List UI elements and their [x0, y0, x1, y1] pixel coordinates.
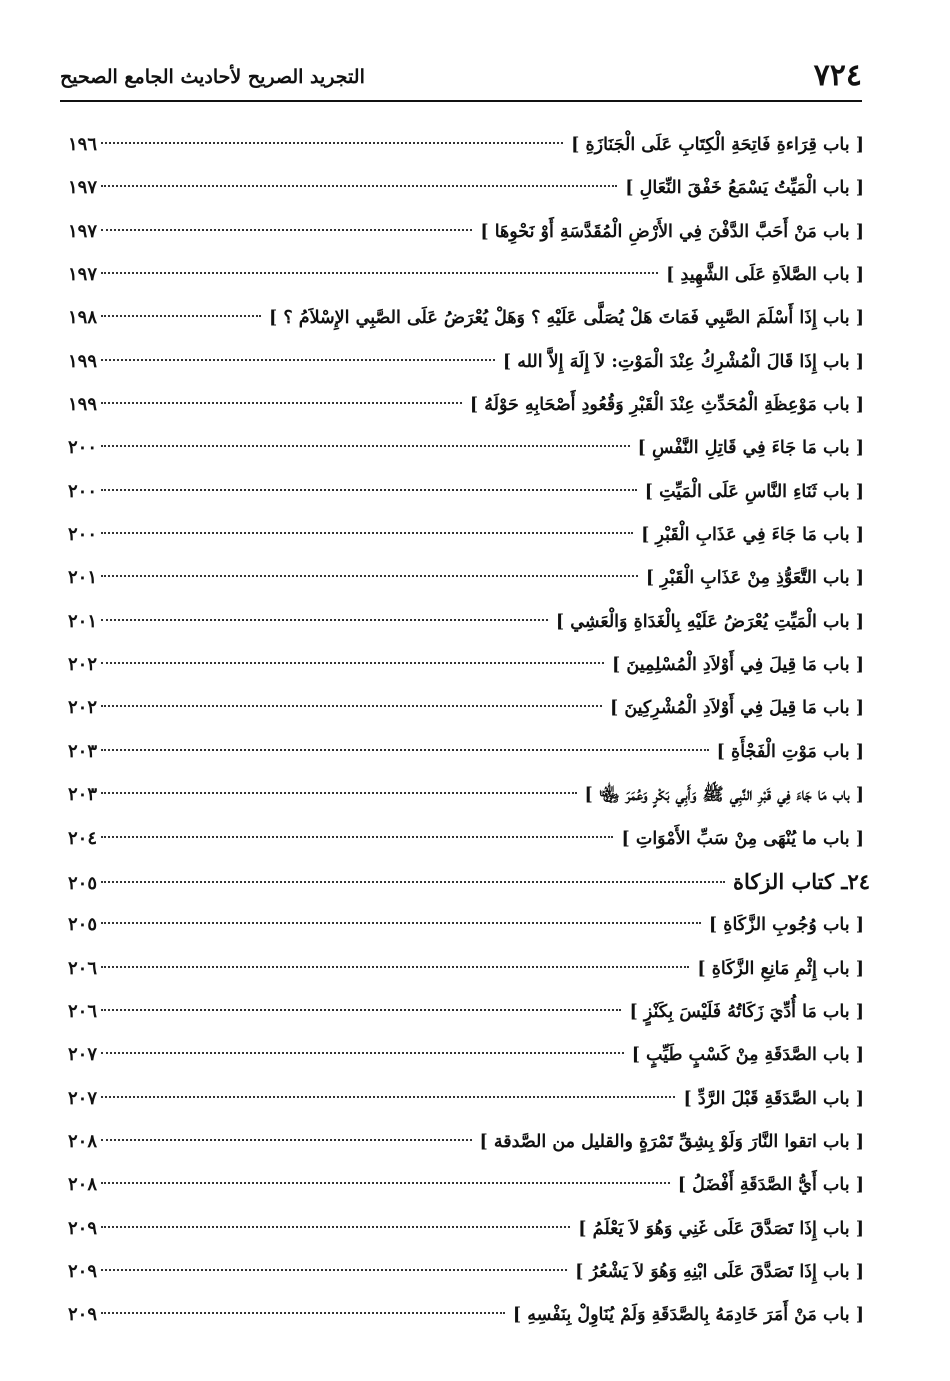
toc-entry	[68, 123, 864, 166]
page-header	[60, 56, 862, 96]
dot-leader	[101, 1096, 675, 1098]
entry-title: [ باب اتقوا النَّارَ وَلَوْ بِشِقِّ تَمْرَةٍ والقليل من الصَّدقة ]	[479, 1131, 864, 1152]
entry-page-number: ٢٠٦	[68, 957, 98, 979]
entry-title: [ باب التَّعَوُّذِ مِنْ عَذَابِ الْقَبْرِ ]	[645, 568, 864, 589]
toc-entry	[68, 1120, 864, 1163]
entry-page-number: ١٩٩	[68, 350, 98, 372]
dot-leader	[101, 272, 658, 274]
entry-page-number: ٢٠٣	[68, 740, 98, 762]
dot-leader	[101, 922, 701, 924]
entry-title: [ باب مَا جَاءَ فِي قَاتِلِ النَّفْسِ ]	[637, 438, 864, 459]
dot-leader	[101, 619, 548, 621]
running-title: التجريد الصريح لأحاديث الجامع الصحيح	[60, 66, 365, 88]
entry-title: [ باب إِذَا تَصَدَّقَ عَلَى غَنِي وَهُوَ لاَ يَعْلَمُ ]	[578, 1218, 864, 1239]
toc-entry	[68, 947, 864, 990]
toc-chapter-heading	[68, 860, 870, 903]
toc-entry	[68, 730, 864, 773]
entry-page-number: ١٩٦	[68, 134, 98, 155]
toc-entry	[68, 1077, 864, 1120]
entry-title: [ باب الصَّدَقَةِ مِنْ كَسْبٍ طَيِّبٍ ]	[631, 1045, 864, 1066]
entry-title: [ باب إِثْمِ مَانِعِ الزَّكَاةِ ]	[697, 958, 864, 979]
dot-leader	[101, 532, 633, 534]
toc-entry	[68, 773, 864, 816]
entry-title: [ باب قِرَاءةِ فَاتِحَةِ الْكِتَابِ عَلَى الْجَنَازَةِ ]	[571, 135, 864, 155]
entry-title: [ باب الصَّدَقَةِ قَبْلَ الرَّدِّ ]	[683, 1088, 864, 1109]
dot-leader	[101, 575, 638, 577]
dot-leader	[101, 1182, 670, 1184]
entry-title: [ باب إِذَا تَصَدَّقَ عَلَى ابْنِهِ وَهُوَ لاَ يَشْعُرُ ]	[575, 1261, 864, 1282]
dot-leader	[101, 881, 725, 883]
toc-entry	[68, 817, 864, 860]
entry-title: [ باب الْمَيِّتِ يُعْرَضُ عَلَيْهِ بِالْغَدَاةِ وَالْعَشِي ]	[555, 611, 864, 632]
entry-page-number: ٢٠٤	[68, 827, 98, 849]
entry-page-number: ٢٠٢	[68, 654, 98, 676]
dot-leader	[101, 749, 709, 751]
entry-page-number: ٢٠٧	[68, 1044, 98, 1066]
toc-entry	[68, 340, 864, 383]
dot-leader	[101, 705, 602, 707]
entry-page-number: ١٩٧	[68, 177, 98, 199]
entry-title: [ باب إِذَا قَالَ الْمُشْرِكُ عِنْدَ الْمَوْتِ: لاَ إِلَهَ إِلاَّ الله ]	[502, 351, 864, 372]
entry-page-number: ٢٠٧	[68, 1087, 98, 1109]
entry-page-number: ٢٠٥	[68, 914, 98, 936]
dot-leader	[101, 1139, 472, 1141]
entry-page-number: ٢٠٠	[68, 437, 98, 459]
entry-page-number: ٢٠١	[68, 610, 98, 632]
entry-page-number: ٢٠٣	[68, 784, 98, 806]
entry-page-number: ١٩٨	[68, 307, 98, 329]
entry-page-number: ٢٠٨	[68, 1130, 98, 1152]
entry-title: [ باب إِذَا أَسْلَمَ الصَّبِي فَمَاتَ هَلْ يُصَلَّى عَلَيْهِ ؟ وَهَلْ يُعْرَضُ عَلَى الصَّبِي الإِسْلاَمُ ؟ ]	[268, 308, 864, 329]
dot-leader	[101, 229, 472, 231]
entry-title: [ باب مَا أُدِّيَ زَكَاتُهُ فَلَيْسَ بِكَنْزٍ ]	[629, 1001, 864, 1022]
toc-entry	[68, 686, 864, 729]
toc-entry	[68, 1293, 864, 1336]
entry-page-number: ٢٠٩	[68, 1260, 98, 1282]
dot-leader	[101, 402, 462, 404]
toc-entry	[68, 166, 864, 209]
toc-entry	[68, 903, 864, 946]
entry-title: [ باب مَنْ أَمَرَ خَادِمَهُ بِالصَّدَقَةِ وَلَمْ يُنَاوِلْ بِنَفْسِهِ ]	[512, 1305, 864, 1326]
entry-title: [ باب الصَّلاَةِ عَلَى الشَّهِيدِ ]	[666, 265, 864, 286]
dot-leader	[101, 1052, 624, 1054]
entry-page-number: ٢٠٢	[68, 697, 98, 719]
entry-page-number: ١٩٧	[68, 220, 98, 242]
header-rule	[60, 100, 862, 102]
dot-leader	[101, 315, 261, 317]
dot-leader	[101, 1269, 567, 1271]
entry-page-number: ٢٠١	[68, 567, 98, 589]
toc-entry	[68, 1033, 864, 1076]
entry-title: [ باب مَوْعِظَةِ الْمُحَدِّثِ عِنْدَ الْقَبْرِ وَقُعُودِ أَصْحَابِهِ حَوْلَهُ ]	[469, 395, 864, 416]
toc-entry	[68, 513, 864, 556]
dot-leader	[101, 185, 617, 187]
dot-leader	[101, 142, 563, 144]
entry-title: [ باب ما يُنْهَى مِنْ سَبِّ الأَمْوَاتِ ]	[621, 828, 864, 849]
toc-entry	[68, 1163, 864, 1206]
toc-entry	[68, 600, 864, 643]
toc-entry	[68, 210, 864, 253]
toc-entry	[68, 253, 864, 296]
entry-page-number: ٢٠٩	[68, 1304, 98, 1326]
entry-page-number: ٢٠٥	[68, 872, 98, 894]
entry-title: [ باب مَا جَاءَ فِي قَبْرِ النَّبِي ﷺ وَأَبِي بَكْرٍ وَعُمَرَ ﵄ ]	[584, 785, 864, 806]
entry-title: [ باب ثَنَاءِ النَّاسِ عَلَى الْمَيِّتِ ]	[644, 481, 864, 502]
dot-leader	[101, 1009, 621, 1011]
entry-title: [ باب مَوْتِ الْفَجْأَةِ ]	[716, 741, 864, 762]
entry-title: ٢٤ـ كتاب الزكاة	[732, 868, 870, 894]
entry-page-number: ١٩٩	[68, 394, 98, 416]
toc-entry	[68, 1250, 864, 1293]
entry-page-number: ٢٠٩	[68, 1217, 98, 1239]
dot-leader	[101, 445, 630, 447]
dot-leader	[101, 792, 577, 794]
dot-leader	[101, 489, 637, 491]
toc-entry	[68, 426, 864, 469]
entry-title: [ باب وُجُوبِ الزَّكَاةِ ]	[708, 915, 864, 936]
toc-entry	[68, 1207, 864, 1250]
entry-page-number: ٢٠٨	[68, 1174, 98, 1196]
dot-leader	[101, 1312, 505, 1314]
dot-leader	[101, 836, 613, 838]
entry-title: [ باب مَا قِيلَ فِي أَوْلاَدِ الْمُسْلِمِينَ ]	[612, 655, 864, 676]
dot-leader	[101, 662, 604, 664]
entry-page-number: ١٩٧	[68, 264, 98, 286]
table-of-contents	[68, 123, 870, 1337]
page-number: ٧٢٤	[813, 58, 862, 93]
toc-entry	[68, 556, 864, 599]
toc-entry	[68, 296, 864, 339]
entry-title: [ باب مَا جَاءَ فِي عَذَابِ الْقَبْرِ ]	[641, 525, 864, 546]
entry-page-number: ٢٠٠	[68, 524, 98, 546]
entry-page-number: ٢٠٦	[68, 1000, 98, 1022]
toc-entry	[68, 643, 864, 686]
toc-entry	[68, 383, 864, 426]
entry-title: [ باب مَا قِيلَ فِي أَوْلاَدِ الْمُشْرِكِينَ ]	[609, 698, 864, 719]
toc-entry	[68, 470, 864, 513]
dot-leader	[101, 359, 495, 361]
dot-leader	[101, 1226, 570, 1228]
entry-title: [ باب مَنْ أَحَبَّ الدَّفْنَ فِي الأَرْضِ الْمُقَدَّسَةِ أَوْ نَحْوِهَا ]	[480, 221, 864, 242]
entry-title: [ باب الْمَيِّتُ يَسْمَعُ خَفْقَ النِّعَالِ ]	[625, 178, 864, 199]
entry-page-number: ٢٠٠	[68, 480, 98, 502]
dot-leader	[101, 966, 689, 968]
toc-entry	[68, 990, 864, 1033]
entry-title: [ باب أَيُّ الصَّدَقَةِ أَفْضَلُ ]	[677, 1175, 864, 1196]
